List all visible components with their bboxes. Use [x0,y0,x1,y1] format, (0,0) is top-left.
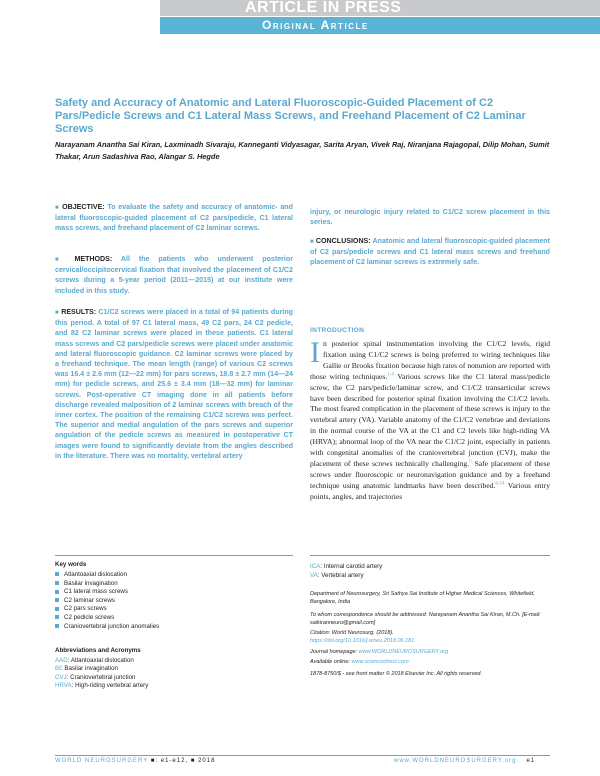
bullet-icon: ■ [55,205,60,211]
keywords-heading: Key words [55,561,87,568]
bullet-icon: ■ [55,257,66,263]
article-type-bar [160,17,600,34]
abbreviations-list [55,657,148,691]
journal-url-link[interactable]: www.WORLDNEUROSURGERY.org [394,758,517,764]
sciencedirect-link[interactable]: www.sciencedirect.com [351,659,409,666]
doi-link[interactable]: https://doi.org/10.1016/j.wneu.2018.06.181 [310,638,415,645]
issue-info: ■: e1-e12, ■ 2018 [150,758,216,764]
footer-journal [55,758,215,764]
reference-link[interactable]: 1-4 [387,372,394,378]
results-text: C1/C2 screws were placed in a total of 94 patients during this period. A total of 97 C1 lateral mass, 49 C2 pars, 24 C2 pedicle, and 82 C2 laminar screws were placed in these patients. C1 lateral mass screws and C2 pars/pedicle screws were placed under anatomic and lateral fluoroscopic guidance. C2 laminar screws were placed by a freehand technique. The mean length (range) of various C2 screws was 16.4 ± 2.6 mm (12—22 mm) for pars screws, 18.8 ± 2.7 mm (14—24 mm) for pedicle screws, and 25.6 ± 3.4 mm (18—32 mm) for laminar screws. Post-operative CT imaging done in all patients before discharge revealed malposition of 2 laminar screws with breach of the inner cortex. The position of the remaining C1/C2 screws was perfect. The superior and medial angulation of the pars screws and superior angulation of the pedicle screws as measured in postoperative CT images were found to significantly deviate from the angles described in the literature. There was no mortality, vertebral artery [55,308,293,460]
article-type-label: Original Article [262,18,369,32]
abstract-methods [55,254,293,296]
page-number: e1 [526,758,536,764]
methods-label: METHODS: [74,255,113,263]
keyword-item: C2 pedicle screws [55,614,159,623]
abbreviation-item: ICA: Internal carotid artery [310,563,383,570]
abbreviations-list-continued [310,562,382,580]
intro-text-d: Various entry points, angles, and trajectories [310,480,550,501]
divider [310,555,550,556]
square-bullet-icon [55,615,59,619]
abstract-conclusions [310,236,550,268]
bullet-icon: ■ [55,310,59,316]
keyword-item: C2 pars screws [55,605,159,614]
objective-label: OBJECTIVE: [62,203,105,211]
abbreviation-item: BI: Basilar invagination [55,665,118,673]
available-online-line: Available online: www.sciencedirect.com [310,659,409,666]
abbreviation-item: VA: Vertebral artery [310,572,364,579]
square-bullet-icon [55,581,59,585]
introduction-heading: INTRODUCTION [310,327,365,334]
journal-homepage-link[interactable]: www.WORLDNEUROSURGERY.org [358,648,449,655]
objective-text: To evaluate the safety and accuracy of anatomic- and lateral fluoroscopic-guided placement of C2 pars/pedicle, C1 lateral mass screws, and freehand placement of C2 laminar screws. [55,203,293,233]
bullet-icon: ■ [310,239,314,245]
keyword-item: Basilar invagination [55,580,159,589]
abstract-results-continued: injury, or neurologic injury related to C1/C2 screw placement in this series. [310,208,550,227]
results-label: RESULTS: [61,308,97,316]
square-bullet-icon [55,624,59,628]
square-bullet-icon [55,607,59,611]
conclusions-text: Anatomic and lateral fluoroscopic-guided placement of C2 pars/pedicle screws and C1 lateral mass screws and freehand placement of C2 laminar screws is extremely safe. [310,237,550,267]
article-title: Safety and Accuracy of Anatomic and Lateral Fluoroscopic-Guided Placement of C2 Pars/Pedicle Screws and C1 Lateral Mass Screws, and Freehand Placement of C2 Laminar Screws [55,97,526,135]
drop-cap: I [310,336,320,369]
abbreviation-item: CVJ: Craniovertebral junction [55,673,136,681]
reference-link[interactable]: 6-14 [495,481,505,487]
abbreviations-heading: Abbreviations and Acronyms [55,647,141,654]
square-bullet-icon [55,598,59,602]
square-bullet-icon [55,590,59,594]
conclusions-label: CONCLUSIONS: [315,237,371,245]
abbreviation-item: HRVA: High-riding vertebral artery [55,682,149,690]
reference-link[interactable]: 5 [469,459,472,465]
affiliation-block [310,590,550,681]
keyword-item: Atlantoaxial dislocation [55,571,159,580]
intro-text-b: Various screws like the C1 lateral mass/pedicle screw, the C2 pars/pedicle/laminar screw, and C1/C2 transarticular screws have been described for posterior spinal fixation involving the C1/C2 levels. The most feared complication in the placement of these screws is injury to the vertebral artery (VA). Variable anatomy of the C1/C2 vertebrae and deviations in the normal course of the VA at the C1 and C2 levels like high-riding VA (HRVA); abnormal loop of the VA near the C1/C2 joint, especially in patients with congenital anomalies of the craniovertebral junction (CVJ), make the placement of these screws technically challenging. [310,371,550,468]
footer-url [394,758,535,764]
abstract-results [55,307,293,461]
journal-name: WORLD NEUROSURGERY [55,758,149,764]
correspondence-note: To whom correspondence should be addressed: Narayanam Anantha Sai Kiran, M.Ch. [E-mail: saikiranneuro@gmail.com] [310,611,541,626]
abbreviation-item: AAD: Atlantoaxial dislocation [55,657,134,664]
intro-text-c: Safe placement of these screws under fluoroscopic or neuronavigation guidance and by a freehand technique using anatomic landmarks have been described. [310,458,551,490]
intro-text-a: n posterior spinal instrumentation involving the C1/C2 levels, rigid fixation using C1/C2 screws is being preferred to wiring techniques like Gallie or Brooks fixation because high rates of nonunion are reported with those wiring techniques. [310,339,550,381]
department-affiliation: Department of Neurosurgery, Sri Sathya Sai Institute of Higher Medical Sciences, Whitefield, Bangalore, India [310,591,535,606]
square-bullet-icon [55,572,59,576]
footer-divider [55,755,550,756]
citation-line: Citation: World Neurosurg. (2018). https://doi.org/10.1016/j.wneu.2018.06.181 [310,630,415,645]
copyright-notice: 1878-8750/$ - see front matter © 2018 Elsevier Inc. All rights reserved. [310,671,482,678]
keyword-item: C2 laminar screws [55,597,159,606]
methods-text: All the patients who underwent posterior cervical/occipitocervical fixation that involved the placement of C1/C2 screws during a 5-year period (2011—2015) at our institute were included in this study. [55,255,293,295]
abstract-objective [55,202,293,234]
introduction-body [310,336,551,503]
article-in-press-label: ARTICLE IN PRESS [245,0,402,16]
keyword-item: C1 lateral mass screws [55,588,159,597]
divider [55,555,293,556]
keyword-item: Craniovertebral junction anomalies [55,623,159,632]
journal-homepage-line: Journal homepage: www.WORLDNEUROSURGERY.org [310,648,449,655]
keywords-list [55,571,159,631]
author-list: Narayanam Anantha Sai Kiran, Laxminadh Sivaraju, Kanneganti Vidyasagar, Sarita Aryan, Vivek Raj, Niranjana Rajagopal, Dilip Mohan, Sumit Thakar, Arun Sadashiva Rao, Alangar S. Hegde [55,140,550,161]
